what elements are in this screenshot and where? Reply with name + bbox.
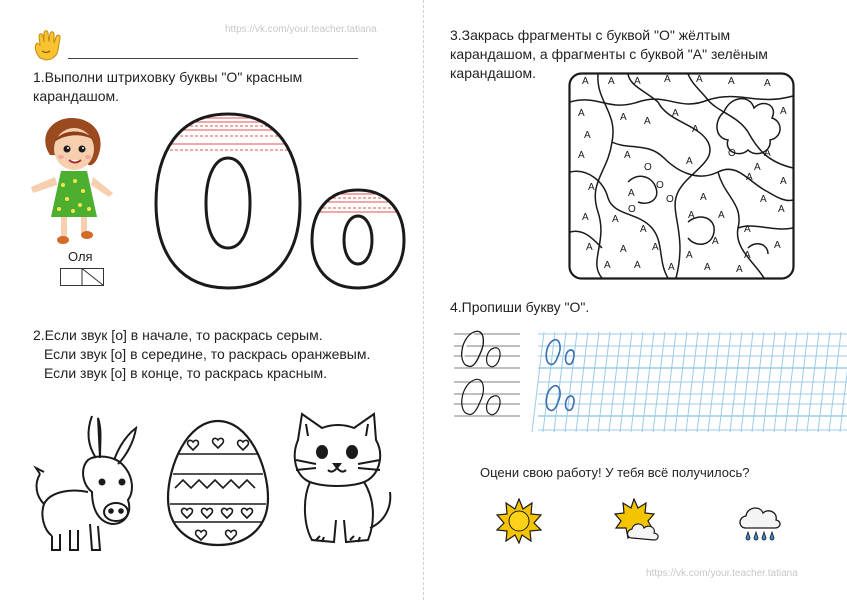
puzzle-letter-a[interactable]: А	[620, 244, 627, 255]
sun-rating-icon[interactable]	[496, 498, 542, 544]
puzzle-letter-a[interactable]: А	[778, 204, 785, 215]
puzzle-letter-a[interactable]: А	[620, 112, 627, 123]
puzzle-letter-a[interactable]: А	[672, 108, 679, 119]
puzzle-letter-a[interactable]: А	[624, 150, 631, 161]
sun-behind-cloud-rating-icon[interactable]	[614, 498, 662, 544]
watermark-bottom: https://vk.com/your.teacher.tatiana	[646, 568, 798, 579]
puzzle-letter-a[interactable]: А	[640, 224, 647, 235]
puzzle-letter-a[interactable]: А	[644, 116, 651, 127]
letter-o-lowercase-outline[interactable]	[308, 184, 410, 294]
puzzle-letter-a[interactable]: А	[764, 78, 771, 89]
puzzle-letter-a[interactable]: А	[704, 262, 711, 273]
rain-cloud-rating-icon[interactable]	[736, 502, 782, 544]
task-1-text: 1.Выполни штриховку буквы "О" красным карандашом.	[33, 69, 303, 104]
puzzle-letter-o[interactable]: О	[628, 204, 636, 215]
puzzle-letter-a[interactable]: А	[712, 236, 719, 247]
task-2-line-1: 2.Если звук [о] в начале, то раскрась серым.	[33, 327, 323, 343]
puzzle-letter-a[interactable]: А	[634, 260, 641, 271]
puzzle-letter-a[interactable]: А	[586, 242, 593, 253]
letter-o-uppercase-outline[interactable]	[150, 108, 310, 293]
name-line[interactable]	[68, 58, 358, 59]
puzzle-letter-a[interactable]: А	[664, 74, 671, 85]
girl-name-label: Оля	[68, 249, 93, 264]
puzzle-letter-a[interactable]: А	[634, 76, 641, 87]
watermark: https://vk.com/your.teacher.tatiana	[225, 24, 377, 35]
puzzle-letter-a[interactable]: А	[604, 260, 611, 271]
puzzle-letter-a[interactable]: А	[688, 210, 695, 221]
self-assessment-prompt: Оцени свою работу! У тебя всё получилось?	[480, 465, 750, 480]
puzzle-letter-o[interactable]: О	[656, 180, 664, 191]
right-page	[424, 0, 847, 600]
task-4-text: 4.Пропиши букву "О".	[450, 299, 590, 315]
donkey-illustration[interactable]	[30, 412, 150, 552]
traced-blue-letters	[546, 340, 574, 411]
handwriting-practice-area[interactable]	[450, 322, 847, 437]
puzzle-letter-a[interactable]: А	[584, 130, 591, 141]
puzzle-letter-a[interactable]: А	[728, 76, 735, 87]
puzzle-letter-a[interactable]: А	[612, 214, 619, 225]
puzzle-letter-a[interactable]: А	[746, 172, 753, 183]
task-2-line-2: Если звук [о] в середине, то раскрась оранжевым.	[44, 346, 371, 362]
puzzle-letter-a[interactable]: А	[582, 76, 589, 87]
puzzle-letter-a[interactable]: А	[588, 182, 595, 193]
puzzle-letter-o[interactable]: О	[666, 194, 674, 205]
task-2-line-3: Если звук [о] в конце, то раскрась красным.	[44, 365, 328, 381]
puzzle-letter-a[interactable]: А	[578, 108, 585, 119]
girl-illustration	[25, 115, 120, 248]
task-3-text: 3.Закрась фрагменты с буквой "О" жёлтым карандашом, а фрагменты с буквой "А" зелёным карандашом.	[450, 27, 768, 81]
puzzle-letter-o[interactable]: О	[728, 148, 736, 159]
puzzle-letter-a[interactable]: А	[668, 262, 675, 273]
puzzle-letter-a[interactable]: А	[744, 224, 751, 235]
easter-egg-illustration[interactable]	[165, 418, 271, 548]
puzzle-letter-a[interactable]: А	[628, 188, 635, 199]
puzzle-letter-a[interactable]: А	[754, 162, 761, 173]
sample-letters	[462, 331, 500, 414]
puzzle-letter-a[interactable]: А	[760, 194, 767, 205]
puzzle-letter-a[interactable]: А	[764, 148, 771, 159]
puzzle-letter-a[interactable]: А	[718, 210, 725, 221]
left-page	[0, 0, 423, 600]
puzzle-letter-a[interactable]: А	[736, 264, 743, 275]
puzzle-letter-a[interactable]: А	[744, 250, 751, 261]
waving-hand-icon	[32, 30, 66, 62]
puzzle-letter-a[interactable]: А	[692, 124, 699, 135]
puzzle-letter-a[interactable]: А	[578, 150, 585, 161]
coloring-puzzle[interactable]	[568, 72, 795, 280]
puzzle-letter-a[interactable]: А	[696, 74, 703, 85]
puzzle-letter-a[interactable]: А	[774, 240, 781, 251]
puzzle-letter-a[interactable]: А	[582, 212, 589, 223]
puzzle-letter-a[interactable]: А	[780, 176, 787, 187]
puzzle-letter-o[interactable]: О	[644, 162, 652, 173]
puzzle-letter-a[interactable]: А	[780, 106, 787, 117]
puzzle-letter-a[interactable]: А	[686, 156, 693, 167]
puzzle-letter-a[interactable]: А	[686, 250, 693, 261]
sound-scheme-box[interactable]	[60, 268, 104, 286]
kitten-illustration[interactable]	[288, 410, 398, 550]
puzzle-letter-a[interactable]: А	[652, 242, 659, 253]
puzzle-letter-a[interactable]: А	[700, 192, 707, 203]
puzzle-letter-a[interactable]: А	[608, 76, 615, 87]
